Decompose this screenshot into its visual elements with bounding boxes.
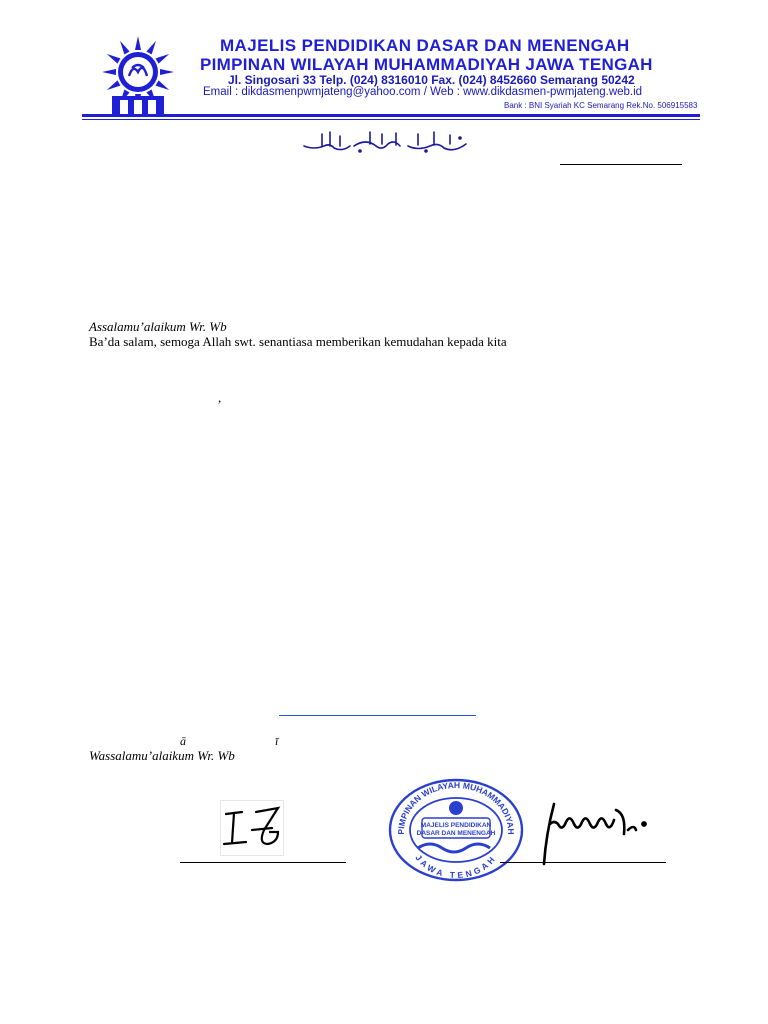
letter-closing: Wassalamu’alaikum Wr. Wb xyxy=(89,748,235,763)
letter-greeting: Assalamu’alaikum Wr. Wb xyxy=(89,319,227,334)
org-bank-account: Bank : BNI Syariah KC Semarang Rek.No. 506915583 xyxy=(504,101,698,110)
org-name-line2: PIMPINAN WILAYAH MUHAMMADIYAH JAWA TENGAH xyxy=(200,55,653,74)
hyperlink-underline[interactable] xyxy=(279,715,476,716)
letterhead-divider xyxy=(82,114,700,117)
stamp-center-line1: MAJELIS PENDIDIKAN xyxy=(420,822,492,829)
signature-line-left xyxy=(180,862,346,863)
signature-line-right xyxy=(500,862,666,863)
stray-char-i: ī xyxy=(275,734,279,748)
org-contact: Email : dikdasmenpwmjateng@yahoo.com / Web : www.dikdasmen-pwmjateng.web.id xyxy=(203,86,643,98)
muhammadiyah-logo-icon xyxy=(90,34,186,118)
org-address: Jl. Singosari 33 Telp. (024) 8316010 Fax. (024) 8452660 Semarang 50242 xyxy=(228,73,635,87)
stray-char-a: ā xyxy=(180,734,186,748)
signature-right-icon xyxy=(540,800,648,868)
stamp-bottom-text: JAWA TENGAH xyxy=(413,852,499,881)
date-underline xyxy=(560,164,682,165)
stray-comma: , xyxy=(218,390,222,405)
org-name-line1: MAJELIS PENDIDIKAN DASAR DAN MENENGAH xyxy=(220,36,630,55)
stamp-center-line2: DASAR DAN MENENGAH xyxy=(416,830,496,837)
letter-opening: Ba’da salam, semoga Allah swt. senantiasa memberikan kemudahan kepada kita xyxy=(89,334,507,349)
basmala-calligraphy xyxy=(300,128,470,154)
signature-left-icon xyxy=(220,800,284,856)
organization-stamp-icon xyxy=(388,778,524,882)
stamp-top-text: PIMPINAN WILAYAH MUHAMMADIYAH xyxy=(395,779,517,835)
letterhead-divider-thin xyxy=(82,119,700,120)
